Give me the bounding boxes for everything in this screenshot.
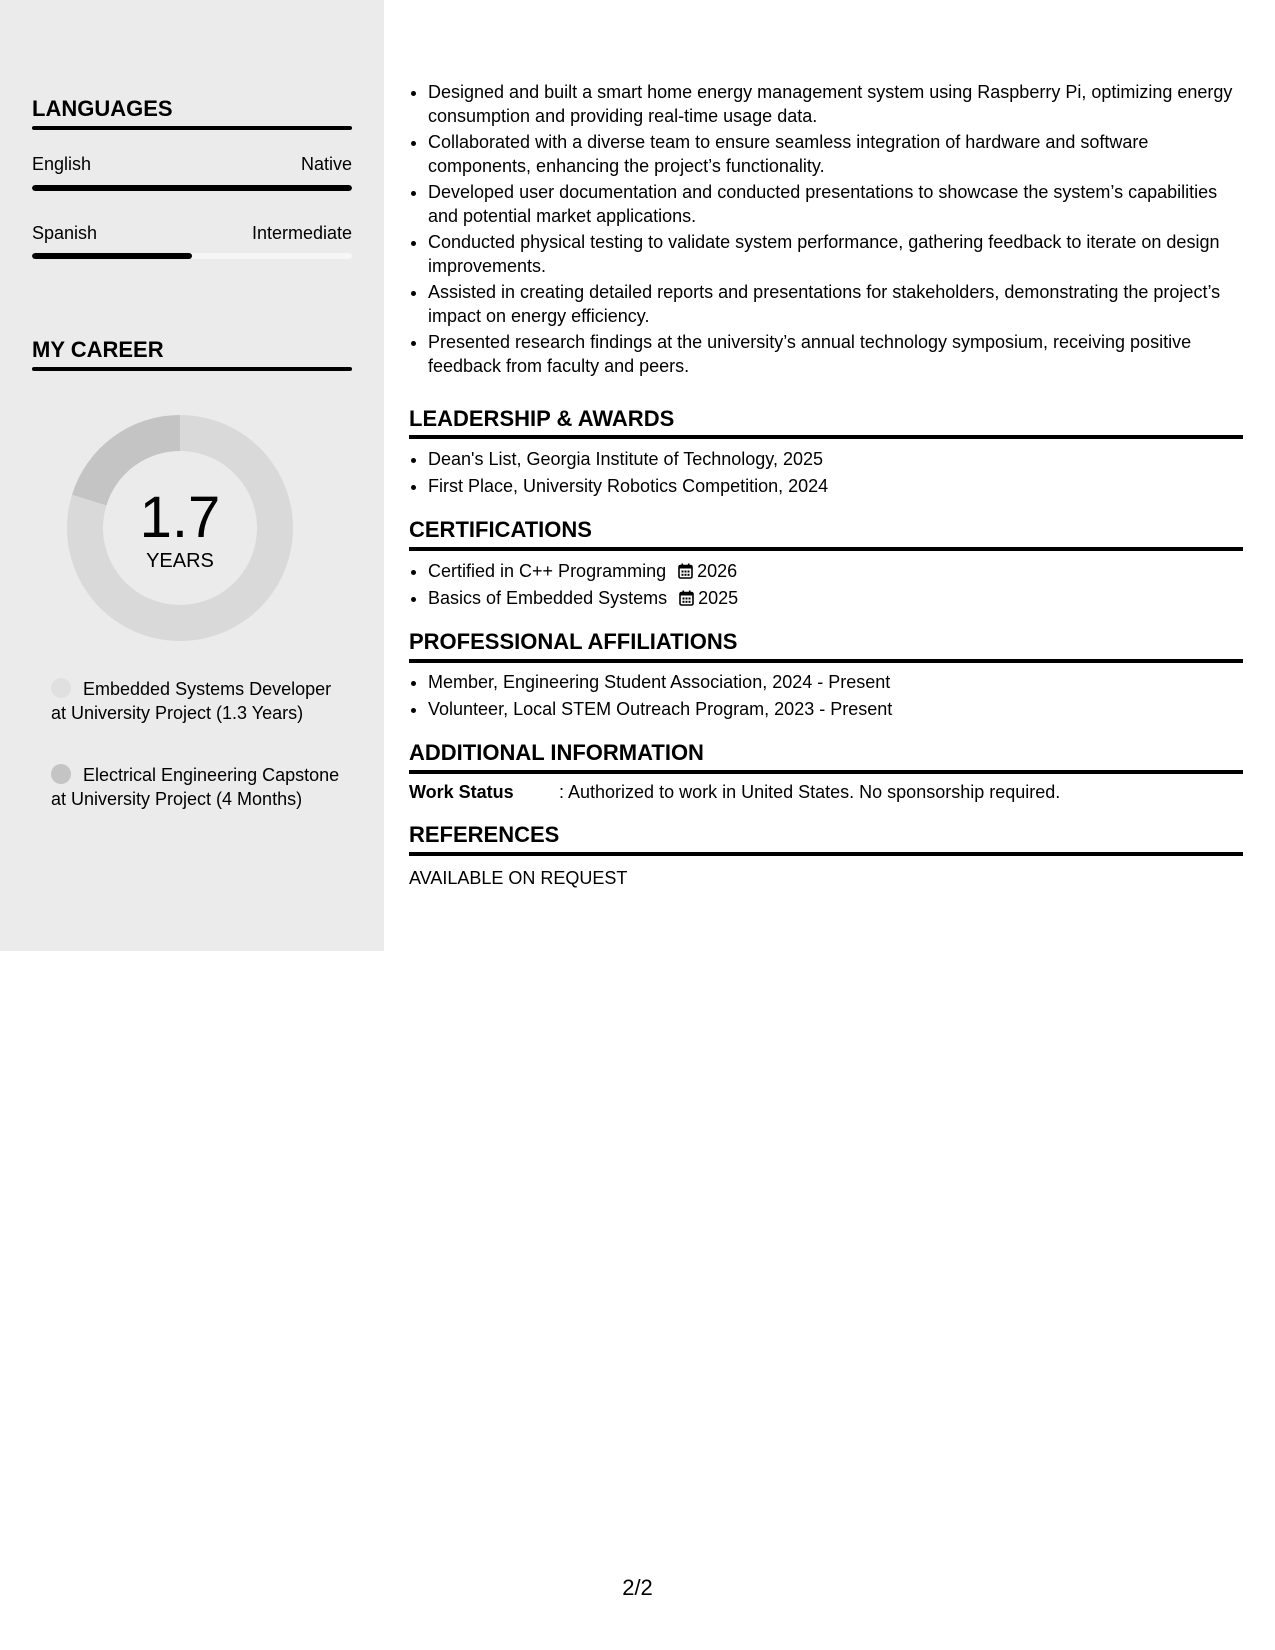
work-status-label: Work Status [409, 782, 514, 802]
career-total-unit: YEARS [146, 550, 214, 572]
list-item: • Assisted in creating detailed reports and presentations for stakeholders, demonstrating the project’s impact on energy efficiency. [428, 280, 1243, 328]
certifications-rule [409, 547, 1243, 551]
certification-year: 2025 [698, 588, 739, 608]
legend-dot-icon [51, 678, 71, 698]
list-item: • Conducted physical testing to validate system performance, gathering feedback to iterate on design improvements. [428, 230, 1243, 278]
language-name: English [32, 154, 92, 174]
certification-name: Certified in C++ Programming [428, 561, 667, 581]
language-level: Native [300, 154, 352, 174]
references-heading: REFERENCES [409, 822, 560, 847]
legend-dot-icon [51, 764, 71, 784]
list-item: • Dean's List, Georgia Institute of Technology, 2025 [428, 447, 1243, 471]
list-item [428, 586, 1243, 610]
list-item [428, 559, 1243, 583]
languages-rule [32, 126, 352, 130]
career-legend-label: Electrical Engineering Capstone at University Project (4 Months) [51, 765, 340, 809]
list-item: • Collaborated with a diverse team to ensure seamless integration of hardware and software components, enhancing the project’s functionality. [428, 130, 1243, 178]
certification-year: 2026 [697, 561, 738, 581]
language-name: Spanish [32, 223, 98, 243]
additional-info-rule [409, 770, 1243, 774]
additional-info-heading: ADDITIONAL INFORMATION [409, 740, 704, 765]
page-number: 2/2 [622, 1575, 653, 1600]
list-item: • Presented research findings at the university’s annual technology symposium, receiving positive feedback from faculty and peers. [428, 330, 1243, 378]
leadership-list [409, 447, 1243, 498]
career-legend-item [51, 763, 341, 811]
affiliations-rule [409, 659, 1243, 663]
certification-name: Basics of Embedded Systems [428, 588, 668, 608]
career-legend-label: Embedded Systems Developer at University Project (1.3 Years) [51, 679, 332, 723]
calendar-icon [679, 590, 694, 606]
language-bar-fill [32, 253, 192, 259]
list-item: • Developed user documentation and conducted presentations to showcase the system’s capabilities and potential market applications. [428, 180, 1243, 228]
affiliations-list [409, 670, 1243, 721]
references-rule [409, 852, 1243, 856]
language-bar-english [32, 185, 352, 191]
language-bar-spanish [32, 253, 352, 259]
languages-heading: LANGUAGES [32, 96, 173, 121]
career-heading: MY CAREER [32, 337, 164, 362]
certifications-heading: CERTIFICATIONS [409, 517, 592, 542]
leadership-rule [409, 435, 1243, 439]
list-item: • Volunteer, Local STEM Outreach Program, 2023 - Present [428, 697, 1243, 721]
calendar-icon [678, 563, 693, 579]
references-text: AVAILABLE ON REQUEST [409, 868, 628, 888]
career-rule [32, 367, 352, 371]
affiliations-heading: PROFESSIONAL AFFILIATIONS [409, 629, 738, 654]
career-legend-item [51, 677, 341, 725]
work-status-value: : Authorized to work in United States. No sponsorship required. [559, 782, 1061, 802]
career-donut-center [66, 414, 294, 642]
list-item: • Designed and built a smart home energy management system using Raspberry Pi, optimizing energy consumption and providing real-time usage data. [428, 80, 1243, 128]
sidebar [0, 0, 384, 951]
language-bar-fill [32, 185, 352, 191]
certifications-list [409, 559, 1243, 610]
leadership-heading: LEADERSHIP & AWARDS [409, 406, 675, 431]
experience-bullet-list [409, 80, 1243, 378]
list-item: • Member, Engineering Student Association, 2024 - Present [428, 670, 1243, 694]
career-total-value: 1.7 [139, 485, 221, 550]
language-level: Intermediate [251, 223, 352, 243]
list-item: • First Place, University Robotics Competition, 2024 [428, 474, 1243, 498]
